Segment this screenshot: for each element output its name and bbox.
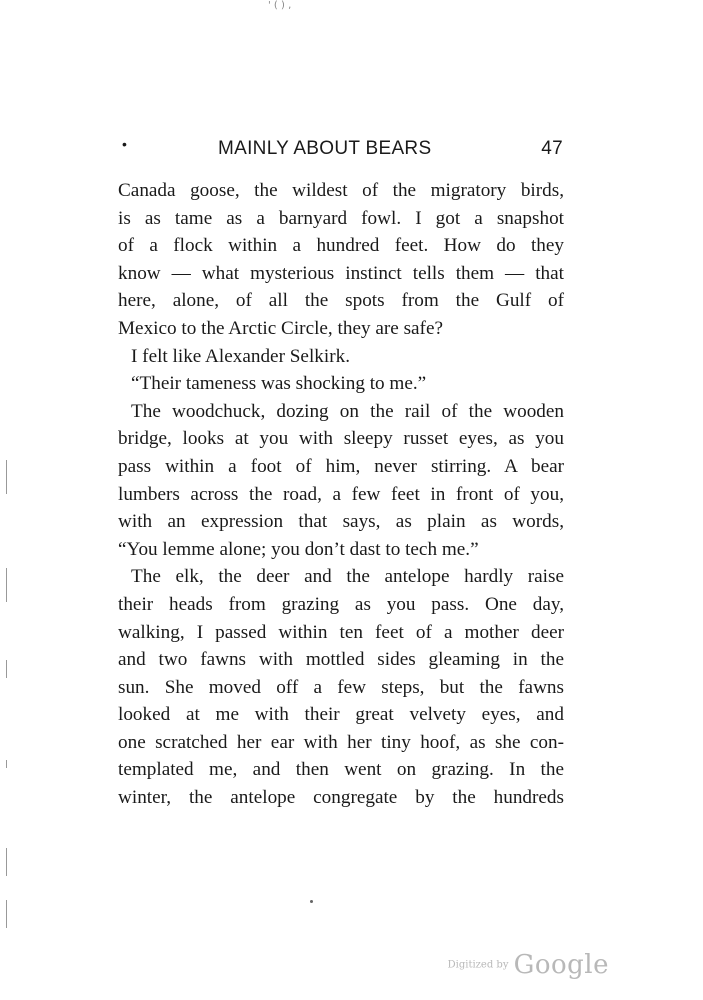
text-line: is as tame as a barnyard fowl. I got a snapshot	[118, 207, 564, 229]
text-line: sun. She moved off a few steps, but the fawns	[118, 676, 564, 698]
text-line: bridge, looks at you with sleepy russet eyes, as you	[118, 428, 564, 450]
text-line: I felt like Alexander Selkirk.	[131, 345, 350, 367]
text-line: here, alone, of all the spots from the Gulf of	[118, 290, 564, 312]
text-line: The woodchuck, dozing on the rail of the wooden	[131, 400, 564, 422]
text-line: The elk, the deer and the antelope hardly raise	[131, 566, 564, 588]
text-line: one scratched her ear with her tiny hoof, as she con-	[118, 731, 564, 753]
text-line: Mexico to the Arctic Circle, they are safe?	[118, 317, 443, 339]
text-line: with an expression that says, as plain as words,	[118, 511, 564, 533]
watermark-prefix: Digitized by	[447, 959, 509, 971]
text-line: Canada goose, the wildest of the migratory birds,	[118, 180, 564, 201]
text-line: their heads from grazing as you pass. One day,	[118, 593, 564, 615]
text-line: walking, I passed within ten feet of a mother deer	[118, 621, 564, 643]
footer-speck	[310, 900, 313, 903]
page-number: 47	[541, 138, 563, 159]
body-text	[118, 177, 564, 812]
text-line: of a flock within a hundred feet. How do they	[118, 235, 564, 257]
google-logo: Google	[513, 950, 609, 980]
text-line: lumbers across the road, a few feet in front of you,	[118, 483, 564, 505]
text-line: and two fawns with mottled sides gleaming in the	[118, 649, 564, 671]
top-edge-marks: ' ( ) ,	[268, 0, 292, 11]
digitized-watermark	[448, 950, 609, 980]
text-line: “You lemme alone; you don’t dast to tech me.”	[118, 538, 479, 560]
margin-scan-marks	[4, 460, 10, 930]
running-header	[118, 138, 563, 164]
running-title: MAINLY ABOUT BEARS	[218, 138, 432, 159]
text-line: “Their tameness was shocking to me.”	[131, 373, 427, 395]
text-line: pass within a foot of him, never stirring. A bear	[118, 455, 564, 477]
text-line: winter, the antelope congregate by the hundreds	[118, 787, 564, 809]
header-bullet: •	[122, 136, 128, 152]
text-line: know — what mysterious instinct tells them — that	[118, 262, 564, 284]
text-line: templated me, and then went on grazing. In the	[118, 759, 564, 781]
text-line: looked at me with their great velvety eyes, and	[118, 704, 564, 726]
